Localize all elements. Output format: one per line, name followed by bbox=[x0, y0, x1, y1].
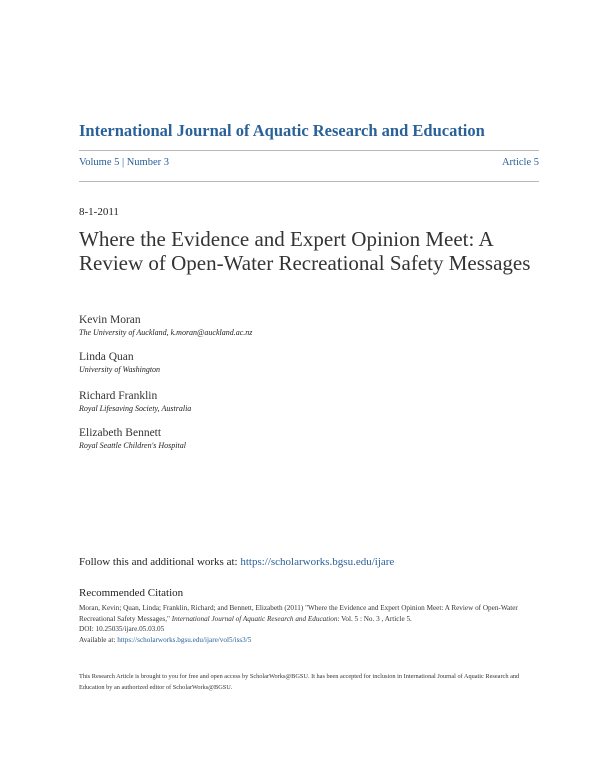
header-rule-bottom bbox=[79, 181, 539, 182]
follow-link[interactable]: https://scholarworks.bgsu.edu/ijare bbox=[240, 556, 395, 568]
author-affiliation: Royal Seattle Children's Hospital bbox=[79, 441, 186, 450]
recommended-citation-heading: Recommended Citation bbox=[79, 587, 184, 599]
author-block bbox=[79, 313, 539, 339]
author-block bbox=[79, 350, 539, 376]
article-number-link[interactable]: Article 5 bbox=[501, 157, 539, 168]
author-name: Linda Quan bbox=[79, 351, 134, 363]
follow-line bbox=[79, 556, 549, 568]
citation-doi: DOI: 10.25035/ijare.05.03.05 bbox=[79, 625, 165, 633]
author-name: Kevin Moran bbox=[79, 314, 141, 326]
recommended-citation bbox=[79, 603, 539, 645]
author-block bbox=[79, 426, 539, 452]
article-title: Where the Evidence and Expert Opinion Meet: A Review of Open-Water Recreational Safety Messages bbox=[79, 227, 531, 275]
follow-label: Follow this and additional works at: bbox=[79, 556, 241, 568]
issue-link[interactable]: Volume 5 | Number 3 bbox=[79, 157, 169, 168]
author-affiliation: Royal Lifesaving Society, Australia bbox=[79, 404, 192, 413]
available-label: Available at: bbox=[79, 635, 118, 644]
citation-text: Moran, Kevin; Quan, Linda; Franklin, Richard; and Bennett, Elizabeth (2011) "Where the Evidence and Expert Opinion Meet: A Review of Open-Water Recreational Safety Messages," bbox=[79, 604, 518, 623]
author-block bbox=[79, 389, 539, 415]
author-name: Richard Franklin bbox=[79, 390, 158, 402]
available-link[interactable]: https://scholarworks.bgsu.edu/ijare/vol5/iss3/5 bbox=[117, 635, 252, 644]
author-name: Elizabeth Bennett bbox=[79, 427, 162, 439]
author-affiliation: University of Washington bbox=[79, 365, 161, 374]
citation-volume: : Vol. 5 : No. 3 , Article 5. bbox=[337, 614, 412, 623]
header-rule-top bbox=[79, 150, 539, 151]
issue-line bbox=[79, 157, 539, 168]
journal-title[interactable]: International Journal of Aquatic Research and Education bbox=[79, 121, 485, 140]
publication-date: 8-1-2011 bbox=[79, 206, 119, 218]
access-statement: This Research Article is brought to you for free and open access by ScholarWorks@BGSU. It has been accepted for inclusion in International Journal of Aquatic Research and Education by an authorized editor of ScholarWorks@BGSU. bbox=[79, 673, 520, 691]
citation-journal: International Journal of Aquatic Research and Education bbox=[171, 614, 338, 623]
author-affiliation: The University of Auckland, k.moran@auckland.ac.nz bbox=[79, 328, 253, 337]
